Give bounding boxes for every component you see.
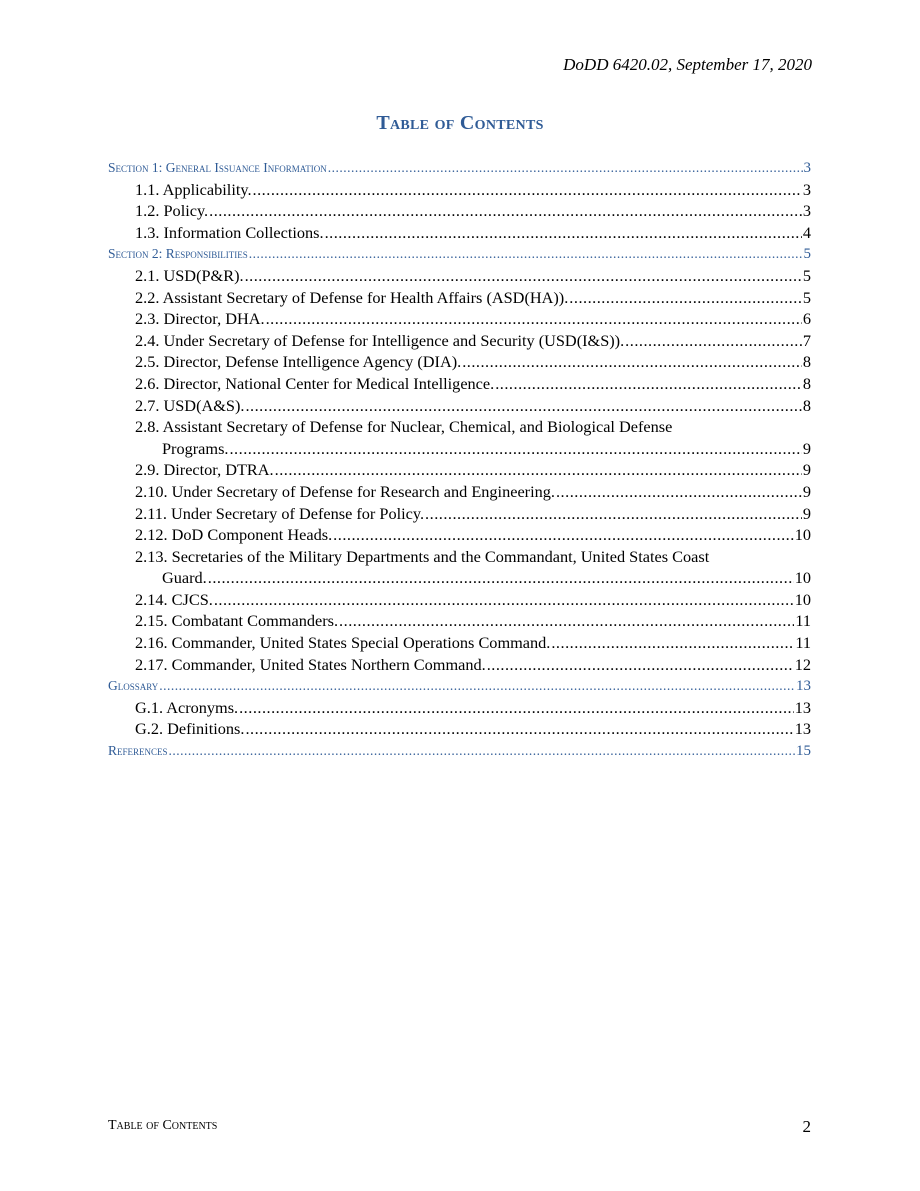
toc-entry-link[interactable] — [108, 265, 811, 287]
toc-entry-link[interactable] — [108, 308, 811, 330]
dot-leader — [569, 287, 802, 309]
toc-entry-link[interactable] — [108, 330, 811, 352]
dot-leader — [425, 503, 802, 525]
toc-entry-link[interactable] — [108, 654, 811, 676]
toc-entry-text: 2.1. USD(P&R). — [135, 265, 244, 285]
dot-leader — [169, 740, 795, 762]
toc-entry-text: 2.13. Secretaries of the Military Departments and the Commandant, United States Coast — [135, 546, 710, 566]
toc-page-number: 8 — [802, 373, 811, 393]
toc-entry-link[interactable] — [108, 697, 811, 719]
toc-entry-link[interactable] — [108, 351, 811, 373]
toc-entry-text: G.2. Definitions. — [135, 719, 245, 739]
toc-entry-link[interactable] — [108, 179, 811, 201]
toc-entry-link[interactable] — [108, 222, 811, 244]
toc-page-number: 3 — [802, 179, 811, 199]
toc-page-number: 6 — [802, 309, 811, 329]
toc-page-number: 4 — [802, 222, 811, 242]
toc-page-number: 7 — [802, 330, 811, 350]
toc-page-number: 3 — [803, 160, 811, 176]
dot-leader — [214, 589, 794, 611]
toc-entry-text: 2.5. Director, Defense Intelligence Agency (DIA). — [135, 352, 462, 372]
toc-entry-link[interactable] — [108, 632, 811, 654]
toc-page-number: 8 — [802, 352, 811, 372]
toc-page-number: 11 — [795, 633, 811, 653]
toc-entry-text: Programs. — [162, 438, 229, 458]
toc-entry-text: 2.10. Under Secretary of Defense for Research and Engineering. — [135, 481, 555, 501]
toc-entry-text: 2.14. CJCS. — [135, 589, 213, 609]
dot-leader — [239, 697, 794, 719]
toc-entry-link[interactable] — [108, 373, 811, 395]
dot-leader — [462, 351, 802, 373]
dot-leader — [339, 610, 794, 632]
dot-leader — [487, 654, 794, 676]
dot-leader — [328, 157, 803, 179]
dot-leader — [495, 373, 802, 395]
toc-entry-text: 2.3. Director, DHA. — [135, 309, 265, 329]
toc-entry-text: 2.8. Assistant Secretary of Defense for Nuclear, Chemical, and Biological Defense — [135, 417, 673, 437]
toc-entry-text: 2.12. DoD Component Heads. — [135, 525, 333, 545]
dot-leader — [229, 438, 801, 460]
toc-page-number: 5 — [802, 265, 811, 285]
toc-entry-text: 2.2. Assistant Secretary of Defense for Health Affairs (ASD(HA)). — [135, 287, 569, 307]
toc-page-number: 15 — [796, 743, 811, 760]
page-header: DoDD 6420.02, September 17, 2020 — [563, 55, 812, 74]
toc-entry-link[interactable] — [108, 610, 811, 632]
toc-page-number: 9 — [802, 438, 811, 458]
toc-entry-link[interactable] — [108, 287, 811, 309]
dot-leader — [245, 395, 801, 417]
toc-page-number: 5 — [803, 246, 811, 263]
toc-entry-text: Section 1: General Issuance Information — [108, 160, 327, 175]
dot-leader — [249, 243, 803, 265]
toc-entry-link[interactable] — [108, 567, 811, 589]
dot-leader — [551, 632, 794, 654]
toc-page-number: 10 — [794, 525, 811, 545]
footer-page-number: 2 — [802, 1117, 811, 1136]
dot-leader — [275, 459, 802, 481]
toc-entry-text: 2.17. Commander, United States Northern Command. — [135, 654, 486, 674]
toc-entry-link[interactable] — [108, 459, 811, 481]
toc-entry-link[interactable] — [108, 589, 811, 611]
dot-leader — [556, 481, 802, 503]
toc-page-number: 13 — [796, 678, 811, 695]
toc-entry-text: 2.7. USD(A&S). — [135, 395, 245, 415]
toc-entry-link[interactable] — [108, 546, 811, 568]
toc-page-number: 5 — [802, 287, 811, 307]
toc-entry-link[interactable] — [108, 481, 811, 503]
toc-page-number: 10 — [794, 568, 811, 588]
dot-leader — [245, 718, 793, 740]
toc-page-number: 9 — [802, 481, 811, 501]
toc-entry-text: 1.1. Applicability. — [135, 179, 252, 199]
toc-entry-text: 2.6. Director, National Center for Medical Intelligence. — [135, 373, 495, 393]
toc-section-link[interactable] — [108, 157, 811, 179]
toc-entry-text: 1.2. Policy. — [135, 201, 209, 221]
toc-page-number: 12 — [794, 654, 811, 674]
toc-page-number: 11 — [795, 611, 811, 631]
dot-leader — [266, 308, 802, 330]
toc-entry-text: 1.3. Information Collections. — [135, 222, 324, 242]
page-title: Table of Contents — [376, 112, 544, 134]
dot-leader — [333, 524, 794, 546]
toc-page-number: 13 — [794, 697, 811, 717]
dot-leader — [209, 200, 802, 222]
toc-section-link[interactable] — [108, 243, 811, 265]
toc-entry-text: References — [108, 743, 168, 759]
toc-page-number: 8 — [802, 395, 811, 415]
toc-entry-link[interactable] — [108, 524, 811, 546]
toc-entry-link[interactable] — [108, 438, 811, 460]
toc-entry-link[interactable] — [108, 718, 811, 740]
toc-page-number: 9 — [802, 503, 811, 523]
toc-entry-link[interactable] — [108, 200, 811, 222]
toc-entry-text: 2.9. Director, DTRA. — [135, 460, 274, 480]
toc-section-link[interactable] — [108, 740, 811, 762]
toc-page-number: 9 — [802, 460, 811, 480]
toc-section-link[interactable] — [108, 675, 811, 697]
footer-section-title: Table of Contents — [108, 1118, 218, 1133]
toc-page-number: 13 — [794, 719, 811, 739]
toc-entry-text: 2.11. Under Secretary of Defense for Policy. — [135, 503, 425, 523]
toc-entry-text: Section 2: Responsibilities — [108, 246, 248, 262]
dot-leader — [625, 330, 802, 352]
toc-entry-text: Glossary — [108, 678, 159, 694]
toc-entry-text: Guard. — [162, 568, 207, 588]
toc-entry-text: 2.16. Commander, United States Special Operations Command. — [135, 633, 551, 653]
dot-leader — [208, 567, 794, 589]
table-of-contents — [108, 157, 811, 762]
dot-leader — [325, 222, 802, 244]
toc-entry-text: 2.4. Under Secretary of Defense for Intelligence and Security (USD(I&S)). — [135, 330, 625, 350]
dot-leader — [159, 675, 795, 697]
toc-entry-link[interactable] — [108, 416, 811, 438]
toc-page-number: 3 — [802, 201, 811, 221]
toc-entry-link[interactable] — [108, 503, 811, 525]
toc-page-number: 10 — [794, 589, 811, 609]
toc-entry-text: G.1. Acronyms. — [135, 697, 239, 717]
toc-entry-text: 2.15. Combatant Commanders. — [135, 611, 339, 631]
dot-leader — [253, 179, 802, 201]
toc-entry-link[interactable] — [108, 395, 811, 417]
dot-leader — [245, 265, 802, 287]
